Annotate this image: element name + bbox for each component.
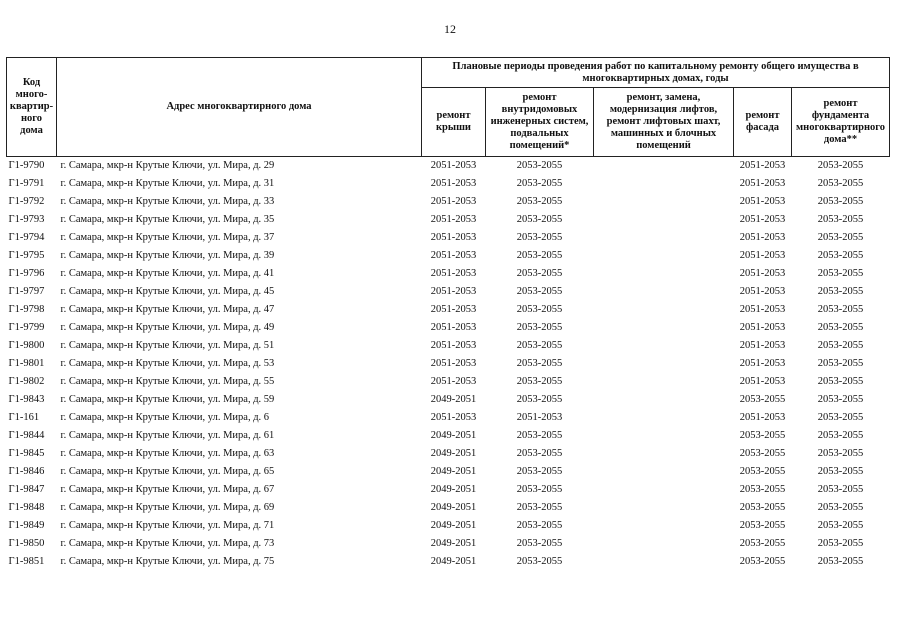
table-row [7,409,890,427]
cell-facade-repair: 2053-2055 [739,466,786,477]
table-row [7,445,890,463]
cell-roof-repair: 2049-2051 [430,556,477,567]
header-code: Код много-квартир-ного дома [7,58,57,157]
table-row [7,283,890,301]
table-row [7,157,890,176]
cell-address: г. Самара, мкр-н Крутые Ключи, ул. Мира, д. 47 [60,304,275,315]
cell-foundation-repair: 2053-2055 [817,412,864,423]
cell-facade-repair: 2053-2055 [739,502,786,513]
cell-engineering-repair: 2053-2055 [516,448,563,459]
cell-engineering-repair: 2053-2055 [516,304,563,315]
table-row [7,463,890,481]
cell-roof-repair: 2051-2053 [430,304,477,315]
cell-foundation-repair: 2053-2055 [817,520,864,531]
cell-code: Г1-9799 [8,322,45,333]
cell-code: Г1-9792 [8,196,45,207]
table-row [7,265,890,283]
cell-address: г. Самара, мкр-н Крутые Ключи, ул. Мира, д. 71 [60,520,275,531]
header-roof-repair: ремонт крыши [422,88,486,157]
cell-code: Г1-9850 [8,538,45,549]
cell-address: г. Самара, мкр-н Крутые Ключи, ул. Мира, д. 53 [60,358,275,369]
cell-engineering-repair: 2053-2055 [516,250,563,261]
header-lift-repair: ремонт, замена, модернизация лифтов, ремонт лифтовых шахт, машинных и блочных помещений [594,88,734,157]
cell-roof-repair: 2049-2051 [430,502,477,513]
cell-address: г. Самара, мкр-н Крутые Ключи, ул. Мира, д. 51 [60,340,275,351]
cell-address: г. Самара, мкр-н Крутые Ключи, ул. Мира, д. 67 [60,484,275,495]
cell-lift-repair [594,319,734,337]
cell-roof-repair: 2049-2051 [430,430,477,441]
cell-lift-repair [594,499,734,517]
cell-facade-repair: 2053-2055 [739,538,786,549]
cell-facade-repair: 2051-2053 [739,412,786,423]
cell-facade-repair: 2051-2053 [739,376,786,387]
cell-facade-repair: 2051-2053 [739,286,786,297]
cell-roof-repair: 2051-2053 [430,232,477,243]
cell-address: г. Самара, мкр-н Крутые Ключи, ул. Мира, д. 59 [60,394,275,405]
cell-facade-repair: 2053-2055 [739,430,786,441]
cell-code: Г1-9791 [8,178,45,189]
table-row [7,499,890,517]
cell-address: г. Самара, мкр-н Крутые Ключи, ул. Мира, д. 73 [60,538,275,549]
cell-engineering-repair: 2053-2055 [516,484,563,495]
cell-code: Г1-9851 [8,556,45,567]
cell-foundation-repair: 2053-2055 [817,232,864,243]
table-row [7,553,890,571]
cell-engineering-repair: 2053-2055 [516,520,563,531]
page-number: 12 [444,22,456,36]
cell-roof-repair: 2049-2051 [430,520,477,531]
cell-foundation-repair: 2053-2055 [817,322,864,333]
cell-lift-repair [594,517,734,535]
cell-facade-repair: 2051-2053 [739,268,786,279]
cell-facade-repair: 2051-2053 [739,232,786,243]
cell-code: Г1-9845 [8,448,45,459]
cell-engineering-repair: 2053-2055 [516,394,563,405]
cell-facade-repair: 2051-2053 [739,340,786,351]
cell-address: г. Самара, мкр-н Крутые Ключи, ул. Мира, д. 61 [60,430,275,441]
cell-roof-repair: 2051-2053 [430,286,477,297]
table-row [7,229,890,247]
cell-facade-repair: 2051-2053 [739,160,786,171]
cell-code: Г1-9849 [8,520,45,531]
cell-foundation-repair: 2053-2055 [817,214,864,225]
cell-lift-repair [594,409,734,427]
cell-address: г. Самара, мкр-н Крутые Ключи, ул. Мира, д. 49 [60,322,275,333]
cell-address: г. Самара, мкр-н Крутые Ключи, ул. Мира, д. 55 [60,376,275,387]
cell-roof-repair: 2051-2053 [430,322,477,333]
cell-roof-repair: 2051-2053 [430,250,477,261]
cell-lift-repair [594,355,734,373]
table-row [7,427,890,445]
cell-engineering-repair: 2053-2055 [516,340,563,351]
cell-engineering-repair: 2053-2055 [516,502,563,513]
cell-facade-repair: 2051-2053 [739,196,786,207]
cell-roof-repair: 2049-2051 [430,484,477,495]
cell-code: Г1-9798 [8,304,45,315]
cell-engineering-repair: 2053-2055 [516,358,563,369]
table-row [7,517,890,535]
cell-address: г. Самара, мкр-н Крутые Ключи, ул. Мира, д. 45 [60,286,275,297]
cell-engineering-repair: 2053-2055 [516,160,563,171]
cell-engineering-repair: 2053-2055 [516,196,563,207]
table-row [7,337,890,355]
cell-lift-repair [594,229,734,247]
cell-code: Г1-9847 [8,484,45,495]
table-row [7,247,890,265]
cell-engineering-repair: 2053-2055 [516,430,563,441]
cell-foundation-repair: 2053-2055 [817,340,864,351]
header-engineering-repair: ремонт внутридомовых инженерных систем, подвальных помещений* [486,88,594,157]
cell-address: г. Самара, мкр-н Крутые Ключи, ул. Мира, д. 6 [60,412,270,423]
cell-address: г. Самара, мкр-н Крутые Ключи, ул. Мира, д. 29 [60,160,275,171]
table-row [7,319,890,337]
cell-facade-repair: 2053-2055 [739,520,786,531]
cell-roof-repair: 2051-2053 [430,376,477,387]
cell-foundation-repair: 2053-2055 [817,484,864,495]
cell-roof-repair: 2051-2053 [430,340,477,351]
cell-facade-repair: 2053-2055 [739,448,786,459]
cell-engineering-repair: 2053-2055 [516,268,563,279]
table-row [7,301,890,319]
cell-roof-repair: 2049-2051 [430,448,477,459]
cell-address: г. Самара, мкр-н Крутые Ключи, ул. Мира, д. 69 [60,502,275,513]
cell-code: Г1-9801 [8,358,45,369]
cell-facade-repair: 2051-2053 [739,214,786,225]
cell-foundation-repair: 2053-2055 [817,304,864,315]
cell-facade-repair: 2051-2053 [739,358,786,369]
cell-roof-repair: 2051-2053 [430,358,477,369]
cell-code: Г1-9802 [8,376,45,387]
table-row [7,481,890,499]
cell-address: г. Самара, мкр-н Крутые Ключи, ул. Мира, д. 37 [60,232,275,243]
cell-foundation-repair: 2053-2055 [817,250,864,261]
cell-lift-repair [594,193,734,211]
cell-engineering-repair: 2053-2055 [516,214,563,225]
cell-engineering-repair: 2053-2055 [516,538,563,549]
cell-roof-repair: 2049-2051 [430,394,477,405]
cell-lift-repair [594,301,734,319]
cell-facade-repair: 2051-2053 [739,322,786,333]
cell-address: г. Самара, мкр-н Крутые Ключи, ул. Мира, д. 41 [60,268,275,279]
cell-roof-repair: 2049-2051 [430,466,477,477]
cell-roof-repair: 2051-2053 [430,412,477,423]
table-row [7,355,890,373]
cell-lift-repair [594,211,734,229]
cell-engineering-repair: 2051-2053 [516,412,563,423]
cell-engineering-repair: 2053-2055 [516,556,563,567]
cell-lift-repair [594,463,734,481]
cell-address: г. Самара, мкр-н Крутые Ключи, ул. Мира, д. 39 [60,250,275,261]
cell-code: Г1-9848 [8,502,45,513]
cell-foundation-repair: 2053-2055 [817,376,864,387]
cell-facade-repair: 2051-2053 [739,178,786,189]
table-row [7,373,890,391]
cell-foundation-repair: 2053-2055 [817,538,864,549]
cell-address: г. Самара, мкр-н Крутые Ключи, ул. Мира, д. 75 [60,556,275,567]
cell-lift-repair [594,247,734,265]
table-body [7,157,890,572]
table-row [7,175,890,193]
cell-code: Г1-9795 [8,250,45,261]
cell-engineering-repair: 2053-2055 [516,322,563,333]
cell-code: Г1-161 [8,412,40,423]
cell-address: г. Самара, мкр-н Крутые Ключи, ул. Мира, д. 65 [60,466,275,477]
cell-address: г. Самара, мкр-н Крутые Ключи, ул. Мира, д. 35 [60,214,275,225]
cell-roof-repair: 2051-2053 [430,178,477,189]
cell-lift-repair [594,445,734,463]
cell-foundation-repair: 2053-2055 [817,268,864,279]
cell-facade-repair: 2053-2055 [739,484,786,495]
cell-engineering-repair: 2053-2055 [516,466,563,477]
cell-engineering-repair: 2053-2055 [516,178,563,189]
cell-foundation-repair: 2053-2055 [817,196,864,207]
header-address: Адрес многоквартирного дома [57,58,422,157]
cell-code: Г1-9846 [8,466,45,477]
cell-roof-repair: 2051-2053 [430,268,477,279]
capital-repair-table [6,57,890,571]
cell-facade-repair: 2053-2055 [739,556,786,567]
cell-foundation-repair: 2053-2055 [817,448,864,459]
cell-code: Г1-9796 [8,268,45,279]
table-row [7,391,890,409]
cell-code: Г1-9790 [8,160,45,171]
header-foundation-repair: ремонт фундамента многоквартирного дома** [792,88,890,157]
cell-roof-repair: 2049-2051 [430,538,477,549]
cell-code: Г1-9797 [8,286,45,297]
cell-code: Г1-9843 [8,394,45,405]
cell-code: Г1-9793 [8,214,45,225]
cell-foundation-repair: 2053-2055 [817,160,864,171]
cell-lift-repair [594,553,734,571]
cell-facade-repair: 2051-2053 [739,304,786,315]
header-planned-periods: Плановые периоды проведения работ по капитальному ремонту общего имущества в многоквартирных домах, годы [422,58,890,88]
cell-lift-repair [594,535,734,553]
table-row [7,535,890,553]
cell-roof-repair: 2051-2053 [430,196,477,207]
cell-engineering-repair: 2053-2055 [516,376,563,387]
cell-facade-repair: 2053-2055 [739,394,786,405]
table-row [7,211,890,229]
cell-foundation-repair: 2053-2055 [817,358,864,369]
cell-roof-repair: 2051-2053 [430,160,477,171]
table-row [7,193,890,211]
cell-address: г. Самара, мкр-н Крутые Ключи, ул. Мира, д. 31 [60,178,275,189]
cell-foundation-repair: 2053-2055 [817,466,864,477]
cell-code: Г1-9844 [8,430,45,441]
cell-lift-repair [594,391,734,409]
cell-lift-repair [594,373,734,391]
cell-lift-repair [594,481,734,499]
cell-roof-repair: 2051-2053 [430,214,477,225]
cell-lift-repair [594,265,734,283]
cell-facade-repair: 2051-2053 [739,250,786,261]
cell-engineering-repair: 2053-2055 [516,286,563,297]
cell-foundation-repair: 2053-2055 [817,556,864,567]
cell-foundation-repair: 2053-2055 [817,178,864,189]
cell-address: г. Самара, мкр-н Крутые Ключи, ул. Мира, д. 63 [60,448,275,459]
cell-lift-repair [594,337,734,355]
cell-address: г. Самара, мкр-н Крутые Ключи, ул. Мира, д. 33 [60,196,275,207]
cell-lift-repair [594,427,734,445]
cell-lift-repair [594,157,734,176]
cell-engineering-repair: 2053-2055 [516,232,563,243]
cell-lift-repair [594,175,734,193]
cell-foundation-repair: 2053-2055 [817,430,864,441]
cell-code: Г1-9794 [8,232,45,243]
header-facade-repair: ремонт фасада [734,88,792,157]
cell-code: Г1-9800 [8,340,45,351]
cell-foundation-repair: 2053-2055 [817,286,864,297]
cell-lift-repair [594,283,734,301]
cell-foundation-repair: 2053-2055 [817,394,864,405]
cell-foundation-repair: 2053-2055 [817,502,864,513]
